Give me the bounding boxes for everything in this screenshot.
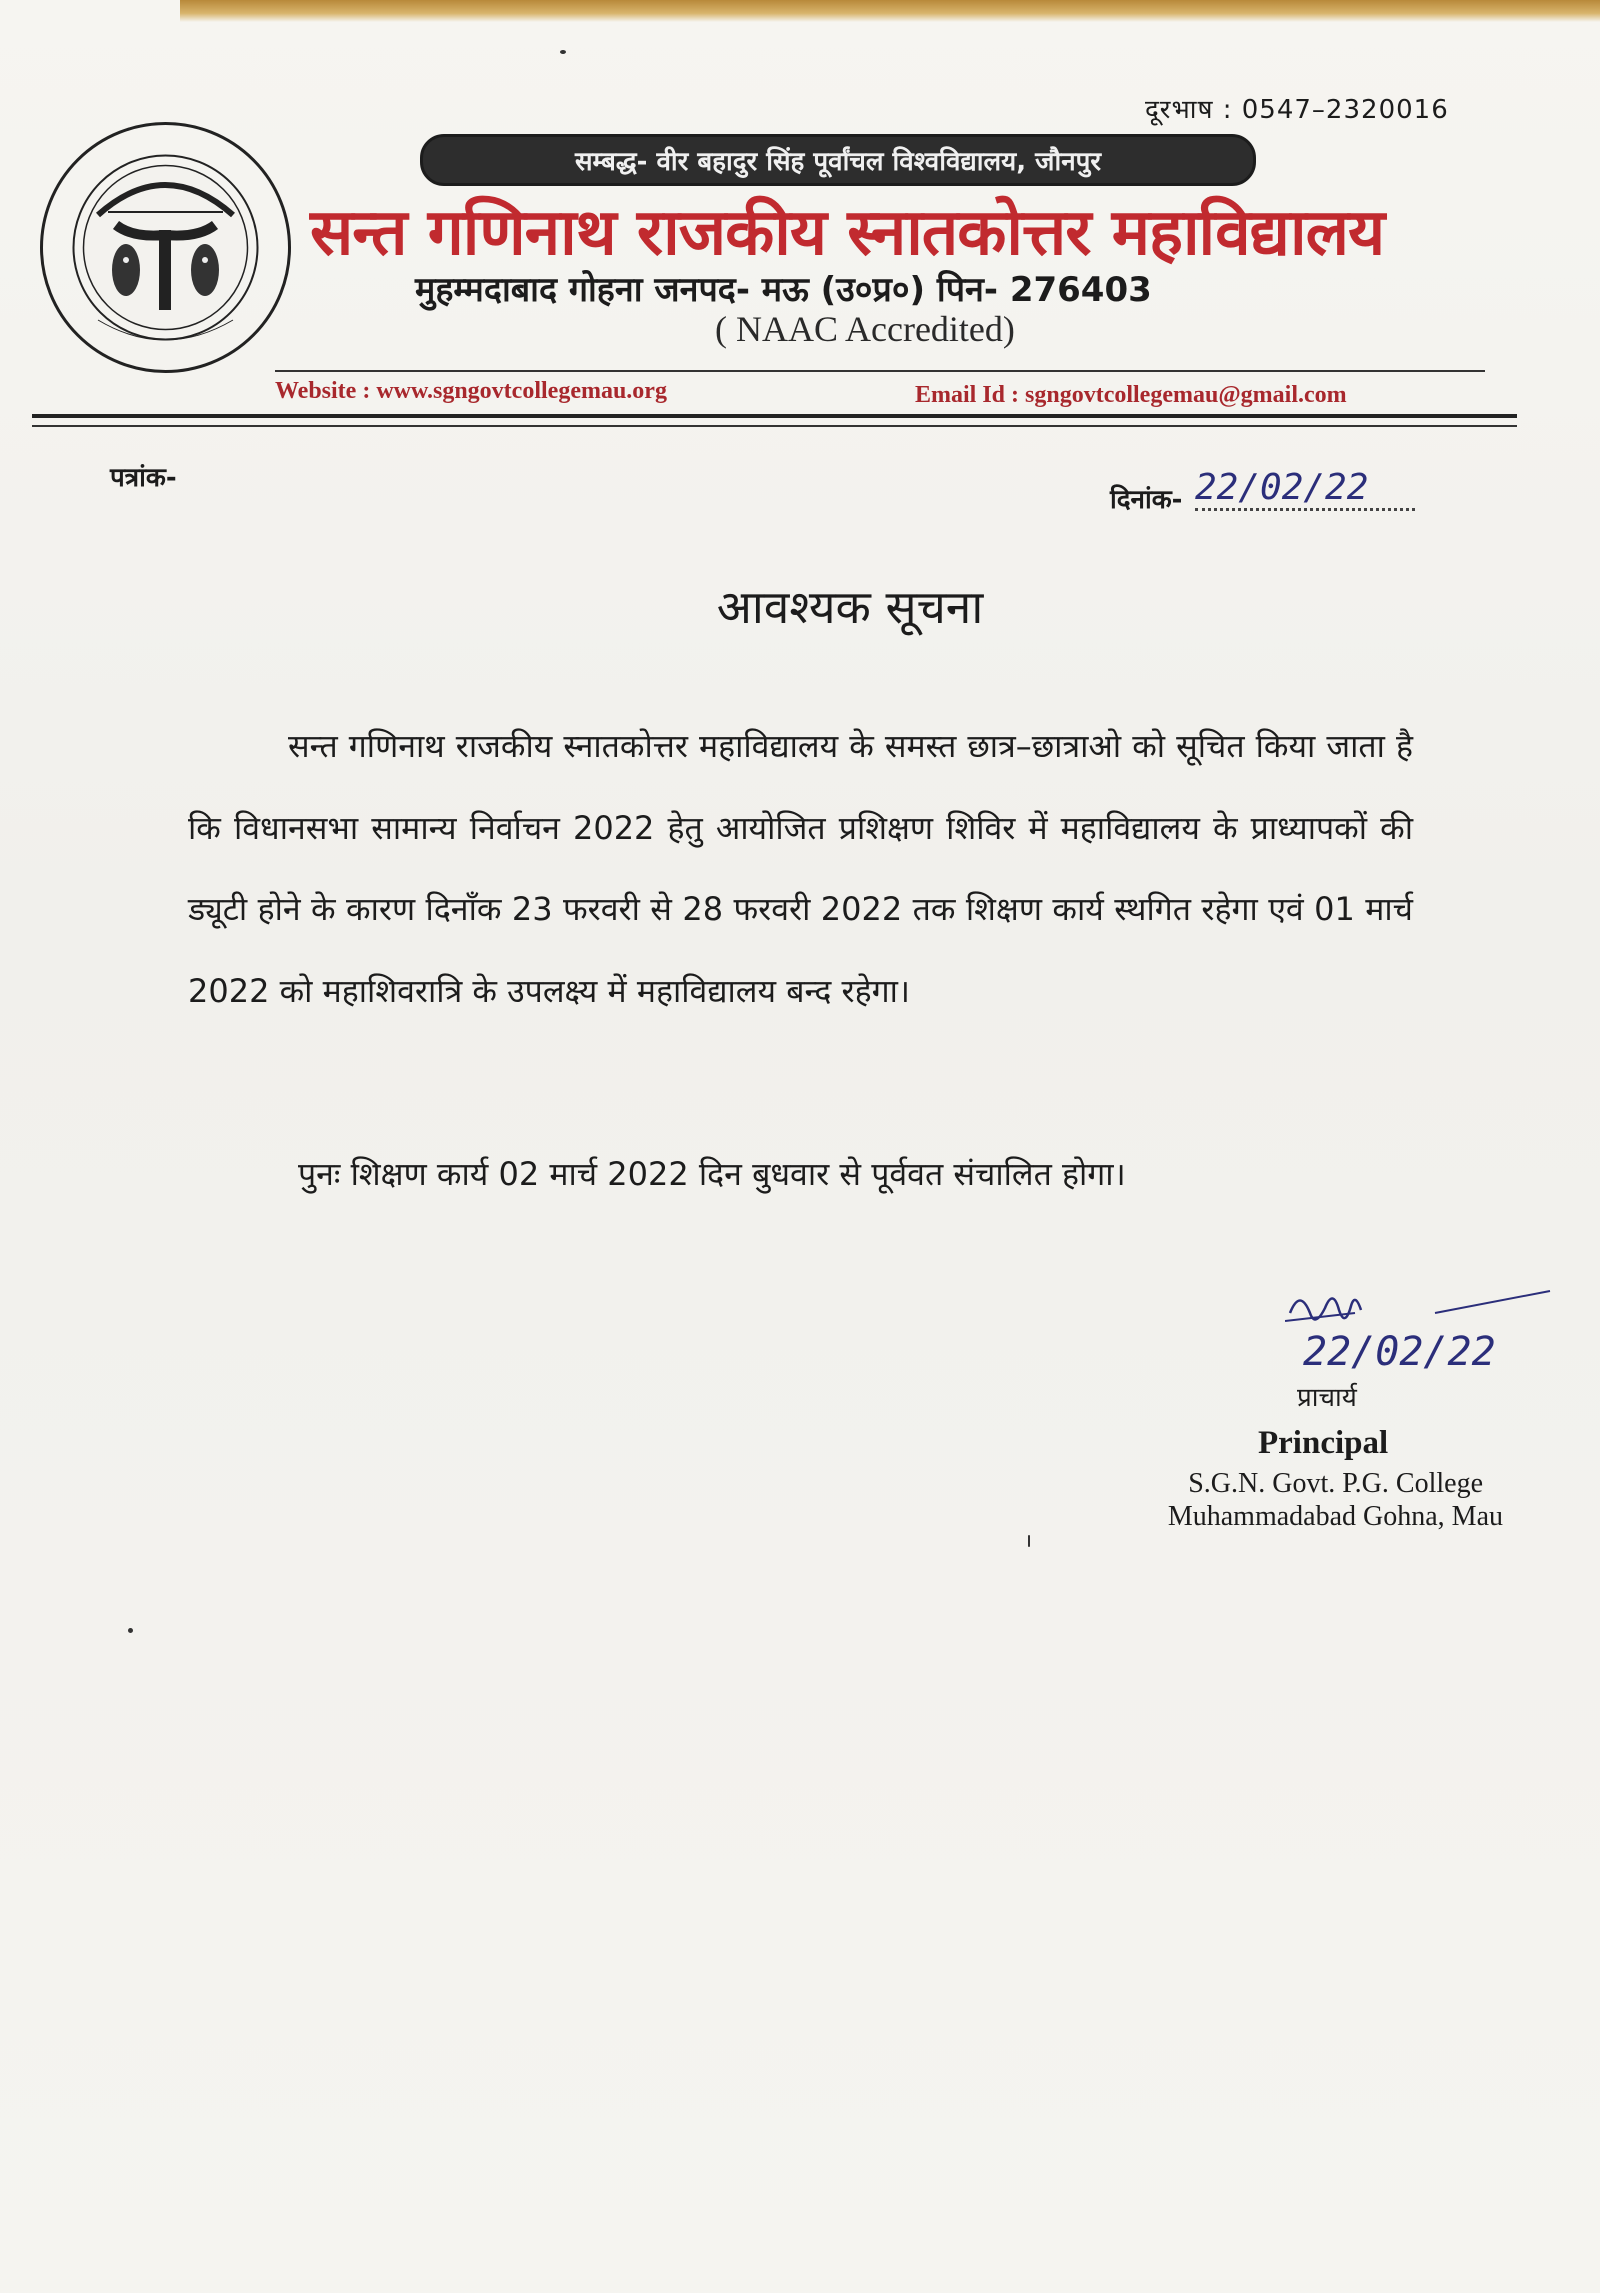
college-address: मुहम्मदाबाद गोहना जनपद- मऊ (उ०प्र०) पिन- 276403 [415, 270, 1152, 310]
college-seal-logo [38, 120, 293, 375]
phone-number: दूरभाष : 0547–2320016 [1145, 95, 1449, 125]
principal-location: Muhammadabad Gohna, Mau [1167, 1501, 1503, 1532]
paper-speck [128, 1628, 133, 1633]
college-name-heading: सन्त गणिनाथ राजकीय स्नातकोत्तर महाविद्यालय [310, 196, 1385, 270]
principal-college: S.G.N. Govt. P.G. College [1188, 1468, 1483, 1499]
header-divider-double [32, 425, 1517, 427]
date-value: 22/02/22 [1195, 467, 1415, 511]
paper-speck [1028, 1535, 1030, 1547]
signature-date: 22/02/22 [1303, 1329, 1496, 1375]
naac-accreditation: ( NAAC Accredited) [715, 309, 1015, 349]
paper-speck [560, 50, 566, 54]
affiliation-banner: सम्बद्ध- वीर बहादुर सिंह पूर्वांचल विश्वविद्यालय, जौनपुर [420, 134, 1256, 186]
header-divider-thin [275, 370, 1485, 372]
website-link[interactable]: Website : www.sgngovtcollegemau.org [275, 378, 667, 404]
header-divider-thick [32, 414, 1517, 418]
principal-title-hindi: प्राचार्य [1297, 1383, 1357, 1413]
principal-title: Principal [1258, 1425, 1389, 1461]
email-link[interactable]: Email Id : sgngovtcollegemau@gmail.com [915, 382, 1347, 408]
reference-label: पत्रांक- [110, 463, 177, 493]
notice-body: सन्त गणिनाथ राजकीय स्नातकोत्तर महाविद्यालय के समस्त छात्र–छात्राओ को सूचित किया जाता है कि विधानसभा सामान्य निर्वाचन 2022 हेतु आयोजित प्रशिक्षण शिविर में महाविद्यालय के प्राध्यापकों की ड्यूटी होने के कारण दिनाँक 23 फरवरी से 28 फरवरी 2022 तक शिक्षण कार्य स्थगित रहेगा एवं 01 मार्च 2022 को महाशिवरात्रि के उपलक्ष्य में महाविद्यालय बन्द रहेगा। [188, 727, 1413, 1010]
date-label: दिनांक- [1110, 485, 1183, 515]
paper-edge [180, 0, 1600, 22]
principal-signature [1285, 1283, 1555, 1378]
notice-title: आवश्यक सूचना [716, 580, 984, 634]
resume-note: पुनः शिक्षण कार्य 02 मार्च 2022 दिन बुधवार से पूर्ववत संचालित होगा। [298, 1155, 1126, 1193]
